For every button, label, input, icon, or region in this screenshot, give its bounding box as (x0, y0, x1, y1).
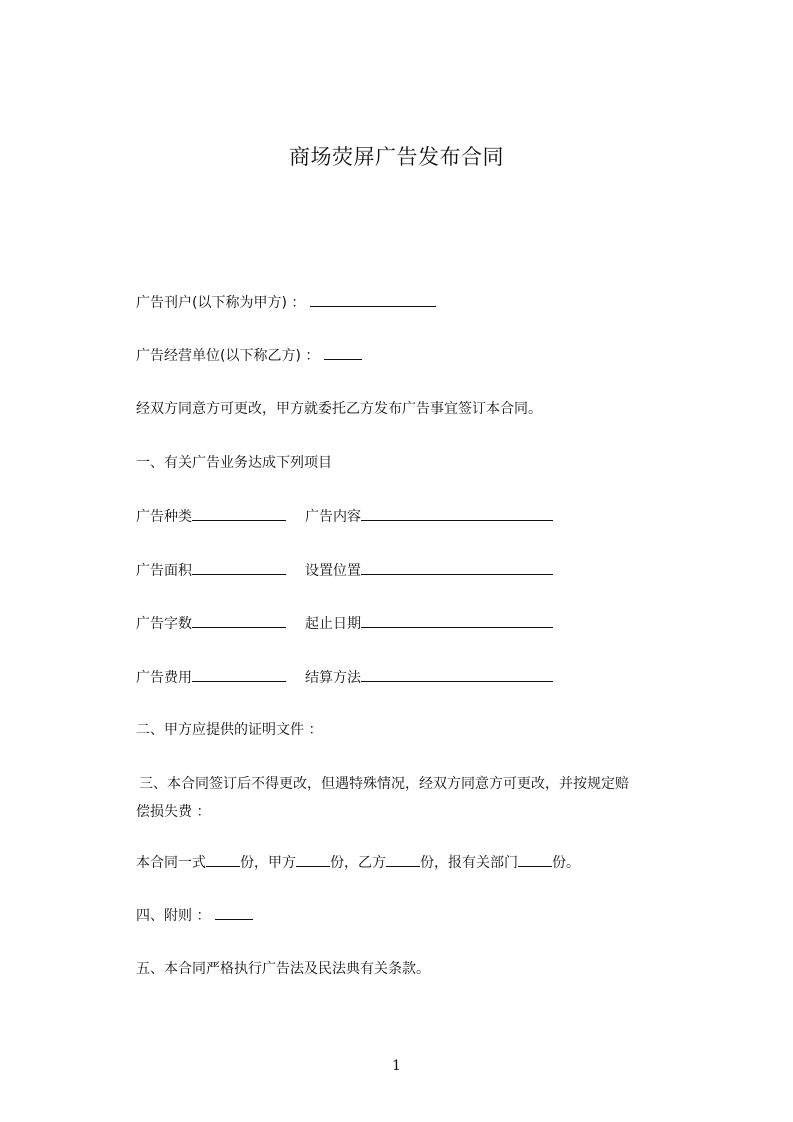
party-a-label: 广告刊户(以下称为甲方) ： (136, 295, 306, 311)
section4-line (136, 905, 253, 926)
row-settlement (305, 667, 553, 688)
copies-part4: 份，报有关部门 (420, 855, 518, 871)
intro-text: 经双方同意方可更改，甲方就委托乙方发布广告事宜签订本合同。 (136, 401, 542, 417)
section3-line2: 偿损失费 ： (136, 804, 211, 820)
party-a-line (136, 292, 436, 313)
copies-line (136, 852, 580, 873)
copies-department-blank[interactable] (518, 852, 552, 867)
ad-content-blank[interactable] (361, 506, 553, 521)
section3-line1: 三、本合同签订后不得更改，但遇特殊情况，经双方同意方可更改，并按规定赔 (139, 776, 629, 792)
copies-part2: 份，甲方 (240, 855, 296, 871)
settlement-blank[interactable] (361, 667, 553, 682)
party-b-label: 广告经营单位(以下称乙方) ： (136, 348, 320, 364)
party-a-blank[interactable] (310, 292, 436, 307)
position-label: 设置位置 (305, 563, 361, 579)
word-count-blank[interactable] (192, 613, 286, 628)
ad-area-blank[interactable] (192, 560, 286, 575)
party-b-line (136, 345, 362, 366)
ad-fee-blank[interactable] (192, 667, 286, 682)
row-position (305, 560, 553, 581)
section4-blank[interactable] (215, 905, 253, 920)
copies-party-a-blank[interactable] (296, 852, 330, 867)
party-b-blank[interactable] (324, 345, 362, 360)
word-count-label: 广告字数 (136, 616, 192, 632)
date-range-blank[interactable] (361, 613, 553, 628)
row-date-range (305, 613, 553, 634)
section3-paragraph (136, 770, 711, 826)
date-range-label: 起止日期 (305, 616, 361, 632)
copies-part5: 份。 (552, 855, 580, 871)
section1-heading: 一、有关广告业务达成下列项目 (136, 455, 332, 471)
section4-label: 四、附则 ： (136, 908, 211, 924)
row-ad-type (136, 506, 286, 527)
copies-total-blank[interactable] (206, 852, 240, 867)
document-title: 商场荧屏广告发布合同 (289, 145, 504, 169)
ad-type-blank[interactable] (192, 506, 286, 521)
row-ad-content (305, 506, 553, 527)
row-word-count (136, 613, 286, 634)
copies-part1: 本合同一式 (136, 855, 206, 871)
row-ad-fee (136, 667, 286, 688)
copies-party-b-blank[interactable] (386, 852, 420, 867)
section2-text: 二、甲方应提供的证明文件 ： (136, 722, 323, 738)
row-ad-area (136, 560, 286, 581)
page-number: 1 (392, 1058, 401, 1074)
ad-fee-label: 广告费用 (136, 670, 192, 686)
ad-type-label: 广告种类 (136, 509, 192, 525)
ad-content-label: 广告内容 (305, 509, 361, 525)
copies-part3: 份，乙方 (330, 855, 386, 871)
position-blank[interactable] (361, 560, 553, 575)
ad-area-label: 广告面积 (136, 563, 192, 579)
settlement-label: 结算方法 (305, 670, 361, 686)
section5-text: 五、本合同严格执行广告法及民法典有关条款。 (136, 961, 430, 977)
